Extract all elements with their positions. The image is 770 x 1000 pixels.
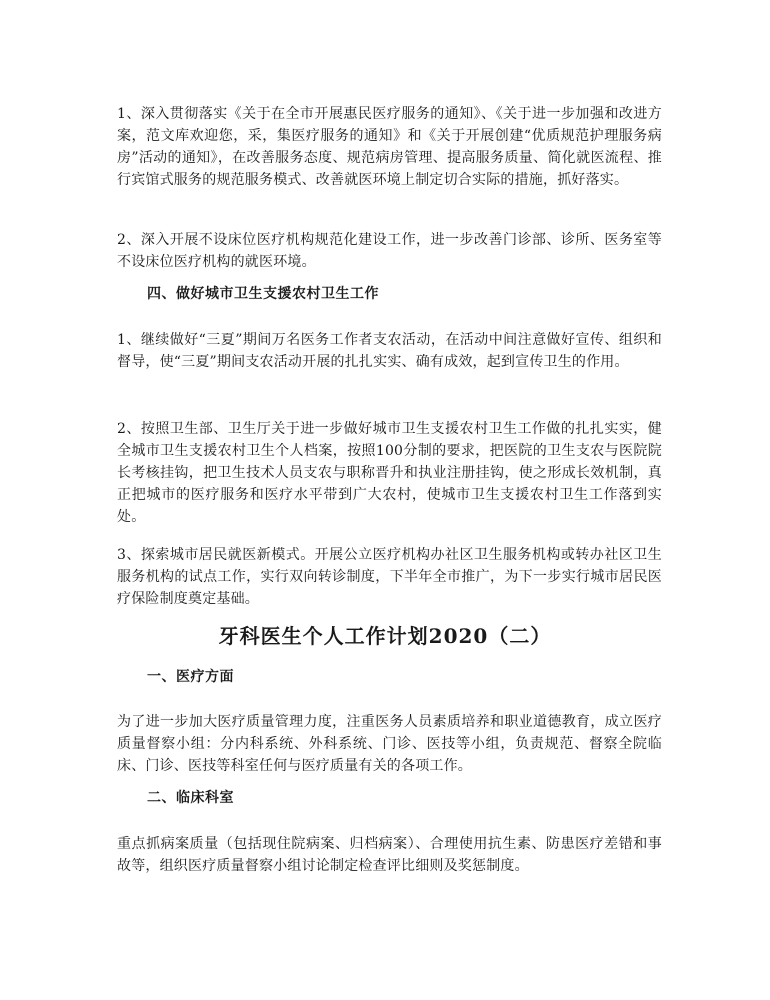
paragraph-clinical: 重点抓病案质量（包括现住院病案、归档病案）、合理使用抗生素、防患医疗差错和事故等，组织医疗质量督察小组讨论制定检查评比细则及奖惩制度。 — [117, 836, 662, 874]
paragraph-rural-item-1: 1、继续做好“三夏”期间万名医务工作者支农活动，在活动中间注意做好宣传、组织和督导，使“三夏”期间支农活动开展的扎扎实实、确有成效，起到宣传卫生的作用。 — [117, 332, 662, 370]
document-title: 牙科医生个人工作计划2020（二） — [218, 624, 552, 648]
paragraph-service-item-2: 2、深入开展不设床位医疗机构规范化建设工作，进一步改善门诊部、诊所、医务室等不设床位医疗机构的就医环境。 — [117, 232, 662, 270]
paragraph-rural-item-2: 2、按照卫生部、卫生厅关于进一步做好城市卫生支援农村卫生工作做的扎扎实实，健全城市卫生支援农村卫生个人档案，按照100分制的要求，把医院的卫生支农与医院院长考核挂钩，把卫生技术人员支农与职称晋升和执业注册挂钩，使之形成长效机制，真正把城市的医疗服务和医疗水平带到广大农村，使城市卫生支援农村卫生工作落到实处。 — [117, 421, 662, 525]
paragraph-medical: 为了进一步加大医疗质量管理力度，注重医务人员素质培养和职业道德教育，成立医疗质量督察小组：分内科系统、外科系统、门诊、医技等小组，负责规范、督察全院临床、门诊、医技等科室任何与医疗质量有关的各项工作。 — [117, 714, 662, 774]
section-heading-clinical: 二、临床科室 — [147, 790, 234, 806]
paragraph-rural-item-3: 3、探索城市居民就医新模式。开展公立医疗机构办社区卫生服务机构或转办社区卫生服务机构的试点工作，实行双向转诊制度，下半年全市推广，为下一步实行城市居民医疗保险制度奠定基础。 — [117, 547, 662, 607]
section-heading-medical: 一、医疗方面 — [147, 669, 234, 685]
paragraph-service-item-1: 1、深入贯彻落实《关于在全市开展惠民医疗服务的通知》、《关于进一步加强和改进方案，范文库欢迎您，采，集医疗服务的通知》和《关于开展创建“优质规范护理服务病房”活动的通知》，在改善服务态度、规范病房管理、提高服务质量、简化就医流程、推行宾馆式服务的规范服务模式、改善就医环境上制定切合实际的措施，抓好落实。 — [117, 106, 662, 188]
section-heading-rural-support: 四、做好城市卫生支援农村卫生工作 — [147, 286, 379, 302]
